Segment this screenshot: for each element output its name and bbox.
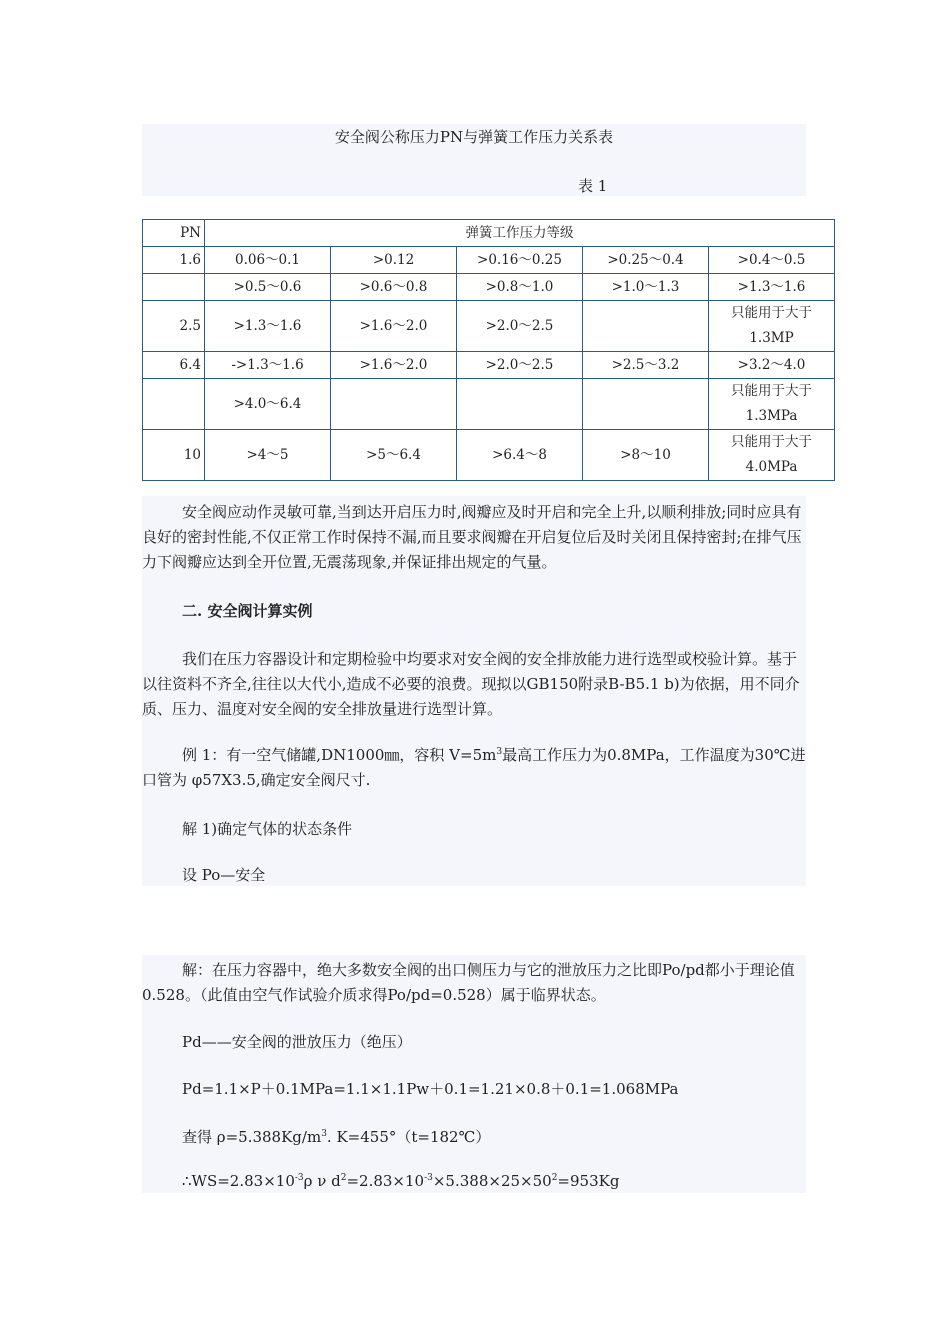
table-row <box>143 247 835 274</box>
table-cell: 只能用于大于1.3MPa <box>709 379 835 430</box>
table-cell: ->1.3～1.6 <box>205 352 331 379</box>
cell-pn: 6.4 <box>143 352 205 379</box>
cell-pn <box>143 379 205 430</box>
table-cell: >2.0～2.5 <box>457 301 583 352</box>
paragraph-valve-requirements: 安全阀应动作灵敏可靠,当到达开启压力时,阀瓣应及时开启和完全上升,以顺利排放;同时应具有良好的密封性能,不仅正常工作时保持不漏,而且要求阀瓣在开启复位后及时关闭且保持密封;在排气压力下阀瓣应达到全开位置,无震荡现象,并保证排出规定的气量。 <box>142 503 802 571</box>
paragraph-calculation-intro: 我们在压力容器设计和定期检验中均要求对安全阀的安全排放能力进行选型或校验计算。基于以往资料不齐全,往往以大代小,造成不必要的浪费。现拟以GB150附录B-B5.1 b)为依据，用不同介质、压力、温度对安全阀的安全排放量进行选型计算。 <box>142 650 800 718</box>
ws-text-b: ρ ν d <box>303 1172 341 1190</box>
table-cell: >0.8～1.0 <box>457 274 583 301</box>
example-text-b: 最高工作压力为0.8MPa，工作温度为30℃进口管为 φ57X3.5,确定安全阀尺寸. <box>142 746 806 789</box>
cell-pn: 10 <box>143 430 205 481</box>
table-row <box>143 379 835 430</box>
ws-text-d: ×5.388×25×50 <box>432 1172 552 1190</box>
table-cell: >3.2～4.0 <box>709 352 835 379</box>
assumption-line: 设 Po—安全 <box>182 866 266 884</box>
density-text-a: 查得 ρ=5.388Kg/m <box>182 1128 322 1146</box>
table-cell: >1.0～1.3 <box>583 274 709 301</box>
cell-pn: 2.5 <box>143 301 205 352</box>
table-cell: >0.5～0.6 <box>205 274 331 301</box>
cell-pn <box>143 274 205 301</box>
table-cell: >1.3～1.6 <box>709 274 835 301</box>
table-cell: 只能用于大于1.3MP <box>709 301 835 352</box>
table-cell: >0.4～0.5 <box>709 247 835 274</box>
ws-text-c: =2.83×10 <box>346 1172 425 1190</box>
superscript: -3 <box>424 1173 433 1183</box>
pd-formula: Pd=1.1×P＋0.1MPa=1.1×1.1Pw＋0.1=1.21×0.8＋0.1=1.068MPa <box>182 1080 679 1098</box>
table-cell <box>457 379 583 430</box>
table-cell: >1.3～1.6 <box>205 301 331 352</box>
table-cell <box>583 301 709 352</box>
table-cell: >0.16～0.25 <box>457 247 583 274</box>
table-header-row <box>143 220 835 247</box>
header-pn: PN <box>143 220 205 247</box>
superscript: 3 <box>496 747 503 757</box>
table-cell: >0.12 <box>331 247 457 274</box>
table-cell: >4～5 <box>205 430 331 481</box>
table-cell: >2.5～3.2 <box>583 352 709 379</box>
table-cell: >6.4～8 <box>457 430 583 481</box>
cell-pn: 1.6 <box>143 247 205 274</box>
table-cell: 0.06～0.1 <box>205 247 331 274</box>
section-heading: 二. 安全阀计算实例 <box>182 602 313 620</box>
pressure-relation-table <box>142 219 835 481</box>
table-row <box>143 430 835 481</box>
ws-formula <box>182 1172 619 1190</box>
table-row <box>143 352 835 379</box>
table-cell: >0.25～0.4 <box>583 247 709 274</box>
table-cell: >2.0～2.5 <box>457 352 583 379</box>
solution-step-1: 解 1)确定气体的状态条件 <box>182 820 353 838</box>
example-text-a: 例 1：有一空气储罐,DN1000㎜，容积 V=5m <box>182 746 497 764</box>
table-cell: 只能用于大于4.0MPa <box>709 430 835 481</box>
density-line <box>182 1126 490 1147</box>
table-cell: >4.0～6.4 <box>205 379 331 430</box>
superscript: 2 <box>551 1173 558 1183</box>
ws-text-a: ∴WS=2.83×10 <box>182 1172 295 1190</box>
table-cell: >1.6～2.0 <box>331 301 457 352</box>
header-levels: 弹簧工作压力等级 <box>205 220 835 247</box>
table-cell <box>331 379 457 430</box>
superscript: -3 <box>294 1173 304 1183</box>
table-cell: >0.6～0.8 <box>331 274 457 301</box>
density-text-b: . K=455°（t=182℃） <box>326 1128 491 1146</box>
table-row <box>143 274 835 301</box>
table-cell: >5～6.4 <box>331 430 457 481</box>
table-number: 表 1 <box>578 177 608 195</box>
table-cell: >8～10 <box>583 430 709 481</box>
paragraph-example-1 <box>142 743 806 793</box>
paragraph-critical-state: 解：在压力容器中，绝大多数安全阀的出口侧压力与它的泄放压力之比即Po/pd都小于理论值0.528。（此值由空气作试验介质求得Po/pd=0.528）属于临界状态。 <box>142 961 795 1004</box>
table-cell <box>583 379 709 430</box>
table-cell: >1.6～2.0 <box>331 352 457 379</box>
ws-text-e: =953Kg <box>557 1172 620 1190</box>
superscript: 2 <box>340 1173 347 1183</box>
pd-definition: Pd——安全阀的泄放压力（绝压） <box>182 1033 412 1051</box>
table-row <box>143 301 835 352</box>
table-title: 安全阀公称压力PN与弹簧工作压力关系表 <box>334 128 614 146</box>
superscript: 3 <box>321 1129 327 1139</box>
